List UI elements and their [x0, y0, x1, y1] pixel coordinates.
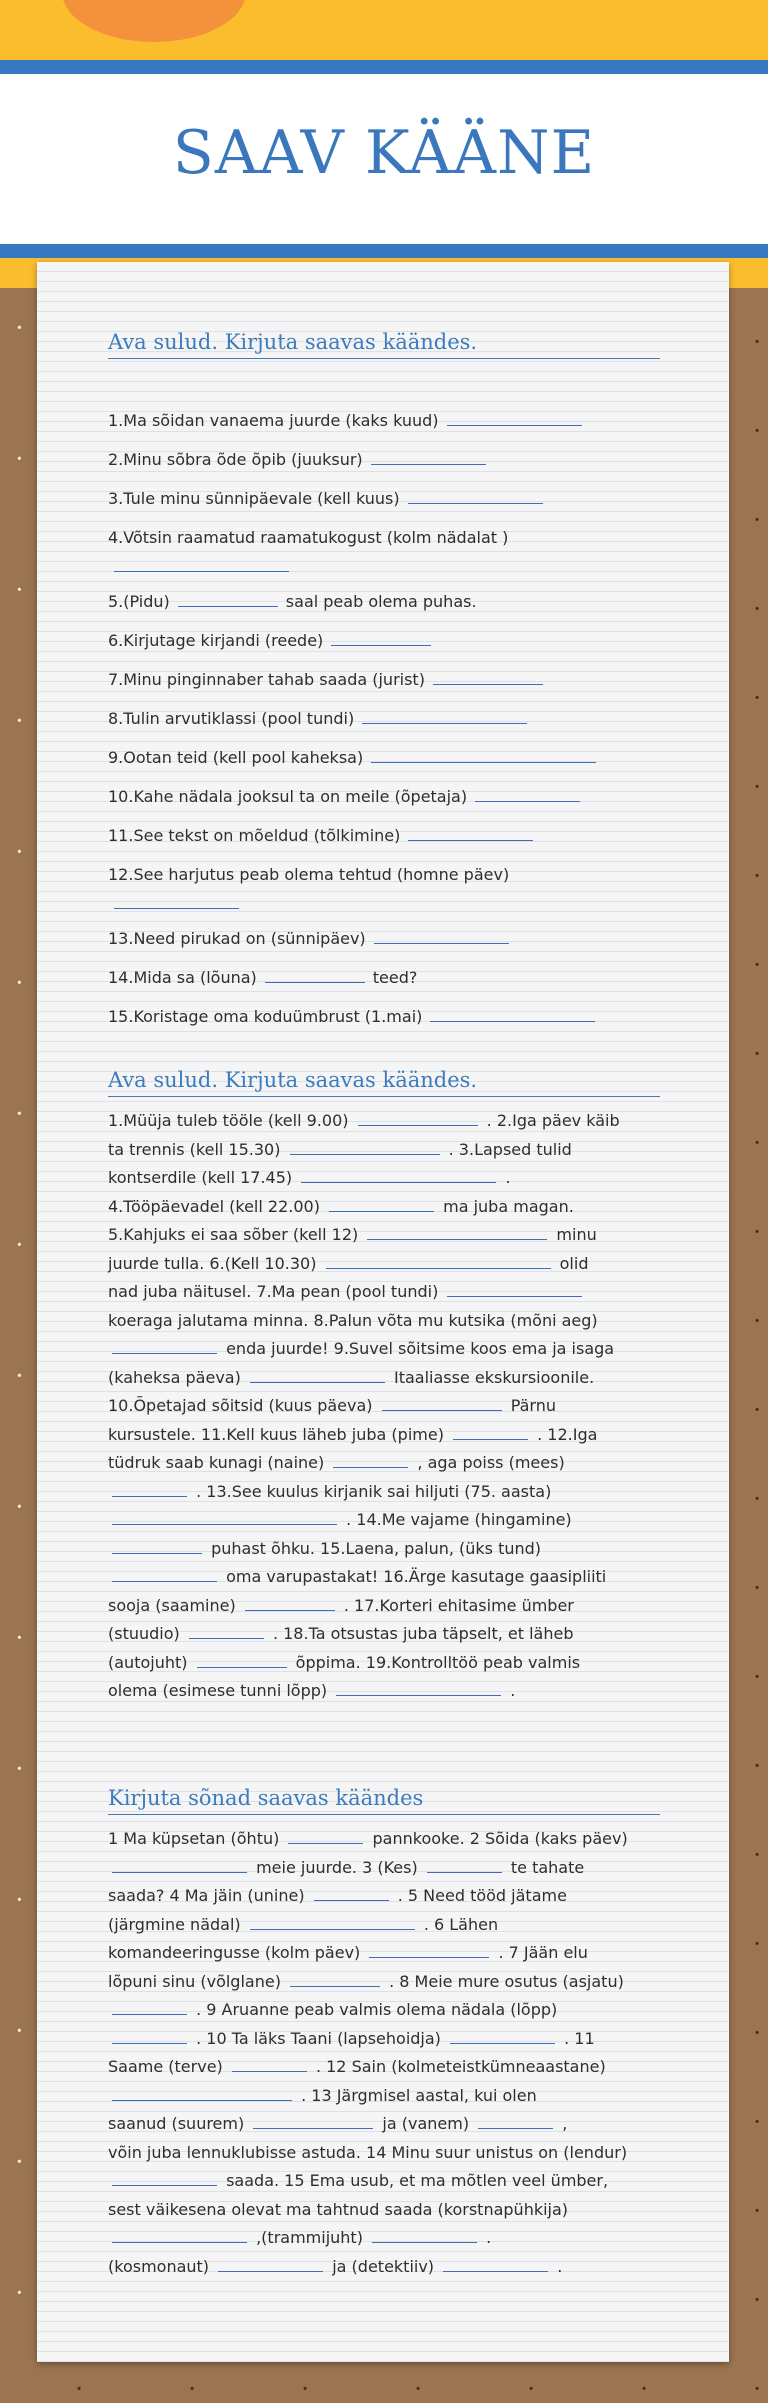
exercise-item [108, 450, 660, 469]
answer-blank[interactable] [408, 826, 533, 841]
exercise-text: 5.Kahjuks ei saa sõber (kell 12) [108, 1225, 364, 1244]
exercise-text: Saame (terve) [108, 2057, 228, 2076]
answer-blank[interactable] [189, 1624, 264, 1639]
exercise-line [108, 1449, 660, 1478]
answer-blank[interactable] [178, 592, 278, 607]
exercise-text: juurde tulla. 6.(Kell 10.30) [108, 1253, 322, 1273]
exercise-text: . 11 [559, 2028, 595, 2048]
exercise-text: 1 Ma küpsetan (õhtu) [108, 1829, 285, 1848]
answer-blank[interactable] [265, 968, 365, 983]
exercise-text: . 12 Sain (kolmeteistkümneaastane) [310, 2057, 606, 2076]
exercise-line [108, 2082, 660, 2111]
exercise-text: olid [554, 1253, 589, 1273]
exercise-text: kontserdile (kell 17.45) [108, 1168, 298, 1187]
exercise-text: . 8 Meie mure osutus (asjatu) [384, 1971, 624, 1991]
exercise-paragraph [108, 1107, 660, 1706]
exercise-text-after: saal peab olema puhas. [285, 592, 477, 611]
exercise-text: 15.Koristage oma koduümbrust (1.mai) [108, 1007, 423, 1026]
exercise-line [108, 1563, 660, 1592]
answer-blank[interactable] [447, 411, 582, 426]
answer-blank[interactable] [250, 1368, 385, 1383]
exercise-text: 7.Minu pinginnaber tahab saada (jurist) [108, 670, 425, 689]
exercise-text: . 9 Aruanne peab valmis olema nädala (lõpp) [191, 2000, 558, 2019]
answer-blank[interactable] [301, 1168, 496, 1183]
exercise-line [108, 2224, 660, 2253]
exercise-text: ja (vanem) [377, 2114, 475, 2133]
exercise-text: nad juba näitusel. 7.Ma pean (pool tundi) [108, 1282, 444, 1301]
exercise-text: sest väikesena olevat ma tahtnud saada (korstnapühkija) [108, 2199, 569, 2219]
answer-blank[interactable] [372, 2228, 477, 2243]
exercise-line [108, 1911, 660, 1940]
exercise-item [108, 865, 660, 909]
exercise-item [108, 709, 660, 728]
exercise-text: (stuudio) [108, 1624, 185, 1643]
answer-blank[interactable] [114, 565, 289, 572]
exercise-line [108, 1649, 660, 1678]
exercise-text: Itaaliasse ekskursioonile. [388, 1367, 595, 1387]
answer-blank[interactable] [369, 1943, 489, 1958]
answer-blank[interactable] [112, 1567, 217, 1582]
exercise-text: 8.Tulin arvutiklassi (pool tundi) [108, 709, 355, 728]
answer-blank[interactable] [336, 1681, 501, 1696]
exercise-text: . [505, 1681, 516, 1700]
exercise-item [108, 528, 660, 572]
exercise-text: . 14.Me vajame (hingamine) [341, 1510, 572, 1529]
exercise-line [108, 1939, 660, 1968]
answer-blank[interactable] [358, 1111, 478, 1126]
exercise-text: oma varupastakat! 16.Ärge kasutage gaasipliiti [221, 1567, 607, 1586]
answer-blank[interactable] [371, 748, 596, 763]
exercise-text: pannkooke. 2 Sõida (kaks päev) [367, 1829, 628, 1848]
exercise-text: 11.See tekst on mõeldud (tõlkimine) [108, 826, 401, 845]
exercise-text: Pärnu [505, 1396, 557, 1415]
exercise-line [108, 1221, 660, 1250]
exercise-line [108, 2053, 660, 2082]
exercise-line [108, 1107, 660, 1136]
exercise-text: . 3.Lapsed tulid [443, 1139, 572, 1159]
exercise-text: ma juba magan. [438, 1196, 574, 1216]
exercise-text: lõpuni sinu (võlglane) [108, 1971, 287, 1991]
exercise-item [108, 670, 660, 689]
answer-blank[interactable] [478, 2114, 553, 2129]
exercise-text: . 13 Järgmisel aastal, kui olen [296, 2085, 537, 2105]
exercise-text: . 12.Iga [532, 1424, 598, 1444]
answer-blank[interactable] [333, 1453, 408, 1468]
exercise-text: tüdruk saab kunagi (naine) [108, 1453, 330, 1472]
exercise-text: . 6 Lähen [418, 1914, 499, 1934]
exercise-text: 12.See harjutus peab olema tehtud (homne päev) [108, 865, 510, 884]
answer-blank[interactable] [290, 1140, 440, 1155]
exercise-line [108, 1677, 660, 1706]
exercise-item [108, 631, 660, 650]
exercise-line [108, 1278, 660, 1307]
exercise-text: koeraga jalutama minna. 8.Palun võta mu kutsika (mõni aeg) [108, 1310, 598, 1330]
answer-blank[interactable] [232, 2057, 307, 2072]
exercise-paragraph [108, 1825, 660, 2281]
answer-blank[interactable] [112, 1482, 187, 1497]
answer-blank[interactable] [374, 929, 509, 944]
exercise-line [108, 1478, 660, 1507]
exercise-line [108, 1535, 660, 1564]
answer-blank[interactable] [112, 1339, 217, 1354]
exercise-section-3 [108, 1786, 660, 2281]
answer-blank[interactable] [112, 2228, 247, 2243]
exercise-text: (kosmonaut) [108, 2256, 215, 2276]
exercise-text: . 17.Korteri ehitasime ümber [338, 1595, 574, 1615]
exercise-line [108, 1136, 660, 1165]
exercise-line [108, 1193, 660, 1222]
exercise-text: 1.Müüja tuleb tööle (kell 9.00) [108, 1111, 354, 1130]
exercise-text: . [552, 2256, 563, 2276]
exercise-text: 3.Tule minu sünnipäevale (kell kuus) [108, 489, 400, 508]
exercise-line [108, 1392, 660, 1421]
answer-blank[interactable] [453, 1425, 528, 1440]
answer-blank[interactable] [443, 2257, 548, 2272]
exercise-line [108, 1968, 660, 1997]
exercise-text: enda juurde! 9.Suvel sõitsime koos ema ja isaga [221, 1339, 615, 1358]
exercise-line [108, 1421, 660, 1450]
exercise-line [108, 2110, 660, 2139]
exercise-text: . 18.Ta otsustas juba täpselt, et läheb [267, 1624, 574, 1643]
exercise-line [108, 1250, 660, 1279]
answer-blank[interactable] [447, 1282, 582, 1297]
exercise-text: 10.Õpetajad sõitsid (kuus päeva) [108, 1396, 378, 1415]
exercise-line [108, 2025, 660, 2054]
exercise-text: 10.Kahe nädala jooksul ta on meile (õpetaja) [108, 787, 468, 806]
exercise-line [108, 1592, 660, 1621]
answer-blank[interactable] [475, 787, 580, 802]
exercise-line [108, 1164, 660, 1193]
answer-blank[interactable] [314, 1886, 389, 1901]
exercise-line [108, 1825, 660, 1854]
exercise-text: ja (detektiiv) [327, 2256, 440, 2276]
exercise-text: . [500, 1168, 511, 1187]
exercise-text: minu [551, 1225, 597, 1244]
exercise-text: . 13.See kuulus kirjanik sai hiljuti (75. aasta) [191, 1481, 552, 1501]
answer-blank[interactable] [253, 2114, 373, 2129]
exercise-text-after: teed? [372, 968, 418, 987]
exercise-line [108, 1996, 660, 2025]
answer-blank[interactable] [382, 1396, 502, 1411]
exercise-item [108, 592, 660, 611]
section-title: Ava sulud. Kirjuta saavas käändes. [108, 1068, 660, 1097]
exercise-line [108, 2139, 660, 2168]
exercise-text: . 5 Need tööd jätame [392, 1886, 567, 1905]
answer-blank[interactable] [112, 2171, 217, 2186]
answer-blank[interactable] [371, 450, 486, 465]
exercise-line [108, 1364, 660, 1393]
exercise-text: ,(trammijuht) [251, 2228, 369, 2247]
exercise-line [108, 1620, 660, 1649]
exercise-text: puhast õhku. 15.Laena, palun, (üks tund) [206, 1538, 542, 1558]
exercise-text: kursustele. 11.Kell kuus läheb juba (pime) [108, 1424, 450, 1444]
exercise-text: võin juba lennuklubisse astuda. 14 Minu suur unistus on (lendur) [108, 2142, 628, 2162]
exercise-text: (kaheksa päeva) [108, 1367, 246, 1387]
answer-blank[interactable] [331, 631, 431, 646]
exercise-item [108, 411, 660, 430]
exercise-item [108, 968, 660, 987]
exercise-text: 5.(Pidu) [108, 592, 170, 611]
exercise-line [108, 1854, 660, 1883]
exercise-text: , aga poiss (mees) [412, 1453, 565, 1472]
exercise-text: 4.Võtsin raamatud raamatukogust (kolm nädalat ) [108, 528, 509, 547]
answer-blank[interactable] [245, 1596, 335, 1611]
exercise-line [108, 2167, 660, 2196]
exercise-text: meie juurde. 3 (Kes) [251, 1857, 423, 1877]
answer-blank[interactable] [112, 1539, 202, 1554]
exercise-section-2 [108, 1068, 660, 1706]
bottom-blue-stripe [0, 244, 768, 258]
answer-blank[interactable] [250, 1915, 415, 1930]
answer-blank[interactable] [290, 1972, 380, 1987]
answer-blank[interactable] [450, 2029, 555, 2044]
answer-blank[interactable] [218, 2257, 323, 2272]
exercise-text: saada. 15 Ema usub, et ma mõtlen veel ümber, [221, 2171, 609, 2190]
exercise-item [108, 489, 660, 508]
exercise-item [108, 929, 660, 948]
answer-blank[interactable] [112, 2000, 187, 2015]
exercise-list [108, 359, 660, 1046]
answer-blank[interactable] [112, 1858, 247, 1873]
exercise-item [108, 787, 660, 806]
exercise-text: 4.Tööpäevadel (kell 22.00) [108, 1196, 326, 1216]
exercise-text: 6.Kirjutage kirjandi (reede) [108, 631, 324, 650]
exercise-text: õppima. 19.Kontrolltöö peab valmis [290, 1652, 581, 1672]
exercise-line [108, 1506, 660, 1535]
exercise-text: 14.Mida sa (lõuna) [108, 968, 257, 987]
top-blue-stripe [0, 60, 768, 74]
exercise-line [108, 2253, 660, 2282]
section-title: Kirjuta sõnad saavas käändes [108, 1786, 660, 1815]
exercise-text: 13.Need pirukad on (sünnipäev) [108, 929, 366, 948]
answer-blank[interactable] [329, 1197, 434, 1212]
exercise-text: 1.Ma sõidan vanaema juurde (kaks kuud) [108, 411, 439, 430]
exercise-item [108, 748, 660, 767]
exercise-text: (autojuht) [108, 1652, 193, 1672]
answer-blank[interactable] [326, 1254, 551, 1269]
answer-blank[interactable] [367, 1225, 547, 1240]
exercise-text: , [557, 2114, 568, 2133]
exercise-text: sooja (saamine) [108, 1595, 241, 1615]
section-title: Ava sulud. Kirjuta saavas käändes. [108, 330, 660, 359]
answer-blank[interactable] [112, 2086, 292, 2101]
answer-blank[interactable] [362, 709, 527, 724]
exercise-text: (järgmine nädal) [108, 1914, 246, 1934]
exercise-text: 9.Ootan teid (kell pool kaheksa) [108, 748, 364, 767]
exercise-text: saada? 4 Ma jäin (unine) [108, 1886, 310, 1905]
exercise-line [108, 1307, 660, 1336]
answer-blank[interactable] [112, 1510, 337, 1525]
answer-blank[interactable] [112, 2029, 187, 2044]
exercise-text: 2.Minu sõbra õde õpib (juuksur) [108, 450, 363, 469]
answer-blank[interactable] [427, 1858, 502, 1873]
exercise-text: saanud (suurem) [108, 2114, 250, 2133]
answer-blank[interactable] [433, 670, 543, 685]
exercise-text: . 10 Ta läks Taani (lapsehoidja) [191, 2028, 446, 2048]
exercise-item [108, 1007, 660, 1026]
exercise-line [108, 2196, 660, 2225]
exercise-section-1 [108, 330, 660, 1046]
exercise-text: ta trennis (kell 15.30) [108, 1139, 286, 1159]
answer-blank[interactable] [430, 1007, 595, 1022]
answer-blank[interactable] [197, 1653, 287, 1668]
answer-blank[interactable] [408, 489, 543, 504]
exercise-line [108, 1335, 660, 1364]
answer-blank[interactable] [288, 1829, 363, 1844]
exercise-text: te tahate [505, 1857, 585, 1877]
page-title: SAAV KÄÄNE [172, 118, 596, 188]
exercise-line [108, 1882, 660, 1911]
exercise-text: komandeeringusse (kolm päev) [108, 1943, 366, 1962]
exercise-text: olema (esimese tunni lõpp) [108, 1681, 333, 1700]
exercise-text: . 7 Jään elu [493, 1943, 588, 1962]
exercise-text: . 2.Iga päev käib [481, 1111, 620, 1130]
exercise-text: . [481, 2228, 492, 2247]
exercise-item [108, 826, 660, 845]
answer-blank[interactable] [114, 902, 239, 909]
